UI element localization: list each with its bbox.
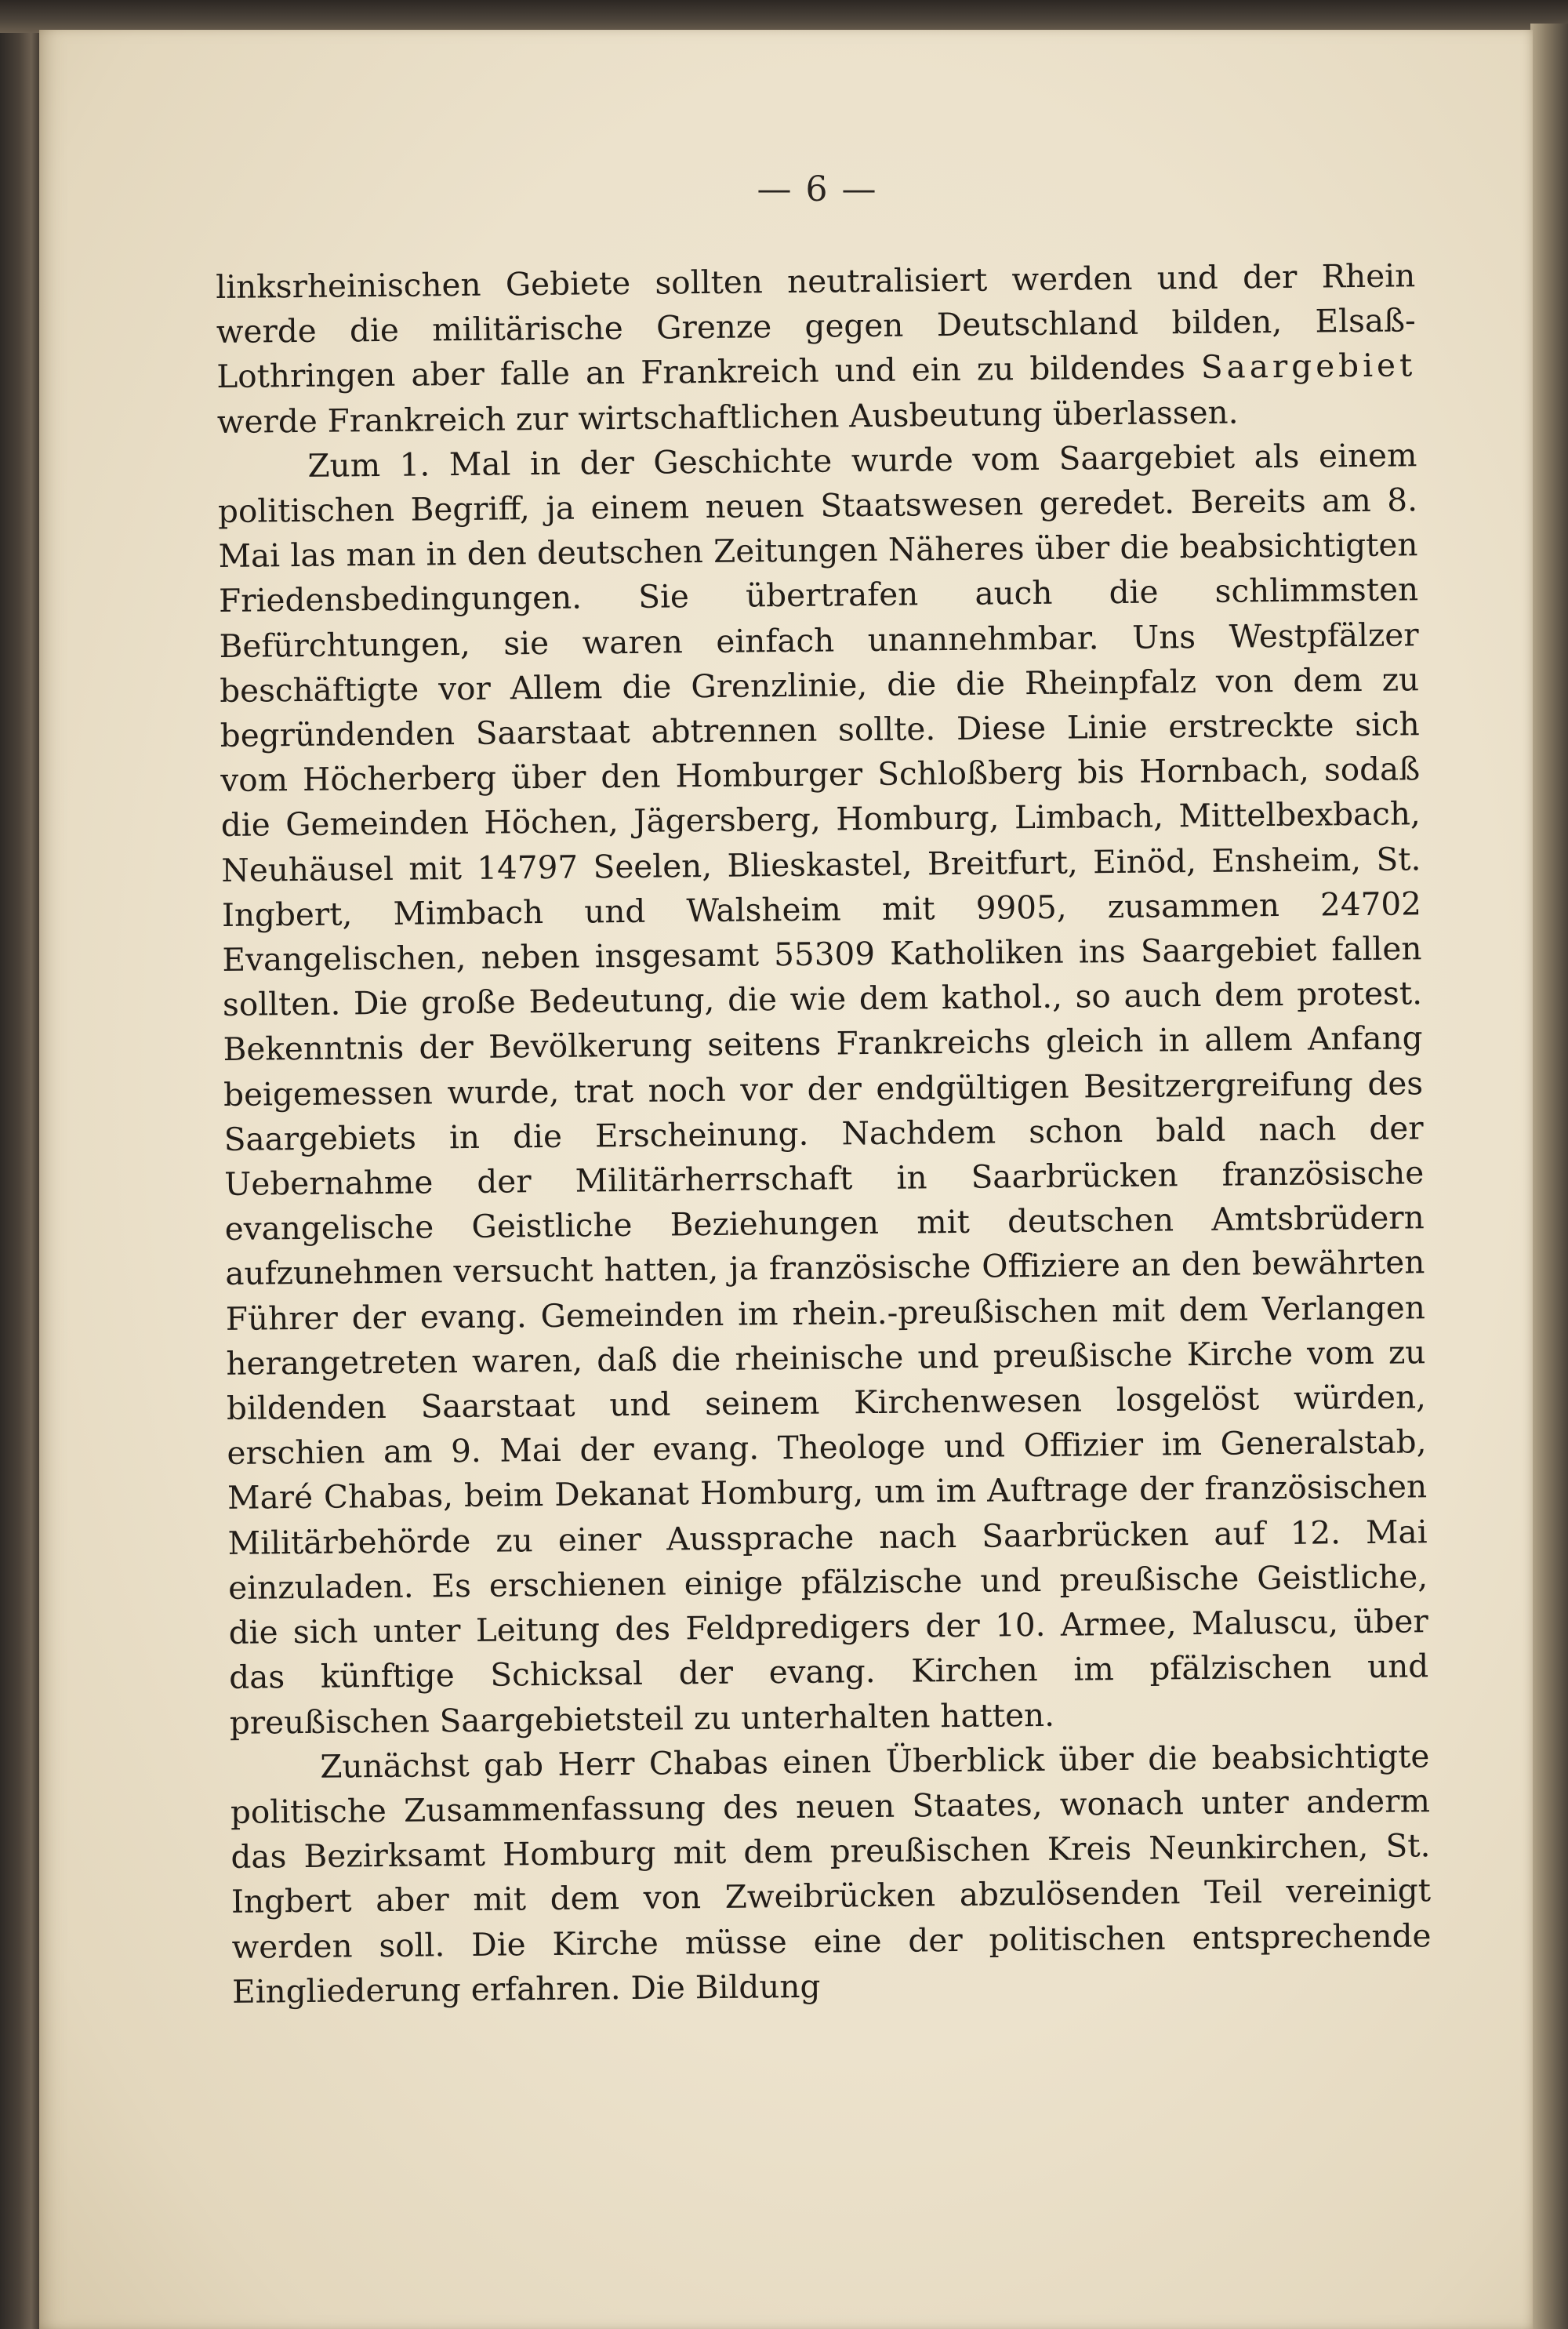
paragraph-1: [216, 253, 1417, 444]
paragraph-3: Zunächst gab Herr Chabas einen Überblick über die beabsichtigte politische Zusammenfassung des neuen Staates, wonach unter anderm das Bezirksamt Homburg mit dem preußischen Kreis Neunkirchen, St. Ingbert aber mit dem von Zweibrücken abzulösenden Teil vereinigt werden soll. Die Kirche müsse eine der politischen entsprechende Eingliederung erfahren. Die Bildung: [230, 1736, 1432, 2011]
paragraph-1-part-a: linksrheinischen Gebiete sollten neutralisiert werden und der Rhein werde die militärische Grenze gegen Deutschland bilden, Elsaß-Lothringen aber falle an Frankreich und ein zu bildendes: [216, 256, 1416, 396]
page-number: — 6 —: [757, 169, 878, 209]
book-page: [39, 30, 1533, 2329]
emphasized-term-saargebiet: Saargebiet: [1200, 346, 1417, 387]
paragraph-1-part-c: werde Frankreich zur wirtschaftlichen Ausbeutung überlassen.: [216, 393, 1239, 441]
book-binding-top: [0, 0, 1568, 33]
body-text: [216, 253, 1432, 2015]
paragraph-2: Zum 1. Mal in der Geschichte wurde vom Saargebiet als einem politischen Begriff, ja einem neuen Staatswesen geredet. Bereits am 8. Mai las man in den deutschen Zeitungen Näheres über die beabsichtigten Friedensbedingungen. Sie übertrafen auch die schlimmsten Befürchtungen, sie waren einfach unannehmbar. Uns Westpfälzer beschäftigte vor Allem die Grenzlinie, die die Rheinpfalz von dem zu begründenden Saarstaat abtrennen sollte. Diese Linie erstreckte sich vom Höcherberg über den Homburger Schloßberg bis Hornbach, sodaß die Gemeinden Höchen, Jägersberg, Homburg, Limbach, Mittelbexbach, Neuhäusel mit 14797 Seelen, Blieskastel, Breitfurt, Einöd, Ensheim, St. Ingbert, Mimbach und Walsheim mit 9905, zusammen 24702 Evangelischen, neben insgesamt 55309 Katholiken ins Saargebiet fallen sollten. Die große Bedeutung, die wie dem kathol., so auch dem protest. Bekenntnis der Bevölkerung seitens Frankreichs gleich in allem Anfang beigemessen wurde, trat noch vor der endgültigen Besitzergreifung des Saargebiets in die Erscheinung. Nachdem schon bald nach der Uebernahme der Militärherrschaft in Saarbrücken französische evangelische Geistliche Beziehungen mit deutschen Amtsbrüdern aufzunehmen versucht hatten, ja französische Offiziere an den bewährten Führer der evang. Gemeinden im rhein.-preußischen mit dem Verlangen herangetreten waren, daß die rheinische und preußische Kirche vom zu bildenden Saarstaat und seinem Kirchenwesen losgelöst würden, erschien am 9. Mai der evang. Theologe und Offizier im Generalstab, Maré Chabas, beim Dekanat Homburg, um im Auftrage der französischen Militärbehörde zu einer Aussprache nach Saarbrücken auf 12. Mai einzuladen. Es erschienen einige pfälzische und preußische Geistliche, die sich unter Leitung des Feldpredigers der 10. Armee, Maluscu, über das künftige Schicksal der evang. Kirchen im pfälzischen und preußischen Saargebietsteil zu unterhalten hatten.: [217, 436, 1429, 1742]
page-edge-right: [1530, 24, 1568, 2329]
